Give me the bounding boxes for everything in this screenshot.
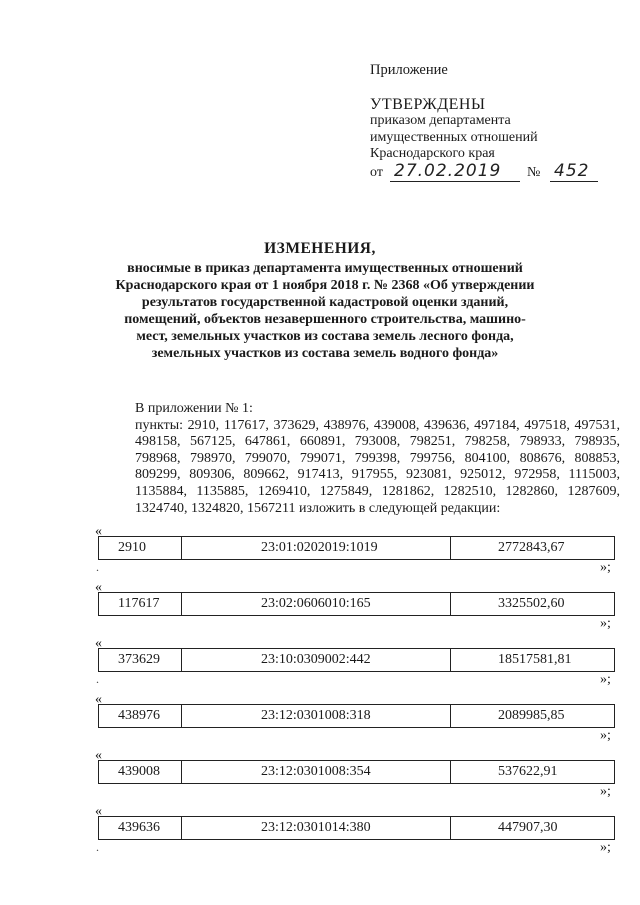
table-row (98, 760, 615, 784)
entry (0, 804, 640, 874)
open-quote: « (95, 524, 102, 539)
row-value: 447907,30 (498, 820, 558, 835)
appendix-label: Приложение (370, 62, 448, 78)
row-cadastral-number: 23:12:0301008:318 (182, 705, 451, 727)
row-value: 2772843,67 (498, 540, 565, 555)
points-paragraph: пункты: 2910, 117617, 373629, 438976, 439008, 439636, 497184, 497518, 497531, 498158, 567125, 647861, 660891, 793008, 798251, 798258, 798933, 798935, 798968, 798970, 799070, 799071, 799398, 799756, 804100, 808676, 808853, 809299, 809306, 809662, 917413, 917955, 923081, 925012, 972958, 1115003, 1135884, 1135885, 1269410, 1275849, 1281862, 1282510, 1282860, 1287609, 1324740, 1324820, 1567211 изложить в следующей редакции: (135, 417, 620, 516)
close-quote: »; (600, 728, 611, 743)
margin-mark: . (96, 840, 99, 854)
table-row (98, 536, 615, 560)
row-id: 373629 (99, 649, 182, 671)
table-row (98, 648, 615, 672)
row-id: 117617 (99, 593, 182, 615)
close-quote: »; (600, 784, 611, 799)
row-value: 2089985,85 (498, 708, 565, 723)
row-id: 439008 (99, 761, 182, 783)
row-cadastral-number: 23:01:0202019:1019 (182, 537, 451, 559)
open-quote: « (95, 636, 102, 651)
document-title: ИЗМЕНЕНИЯ, (264, 240, 376, 257)
open-quote: « (95, 748, 102, 763)
document-subtitle: вносимые в приказ департамента имущественных отношений Краснодарского края от 1 ноября 2018 г. № 2368 «Об утверждении результатов государственной кадастровой оценки зданий, помещений, объектов незавершенного строительства, машино-мест, земельных участков из состава земель лесного фонда, земельных участков из состава земель водного фонда» (115, 261, 535, 361)
row-value: 3325502,60 (498, 596, 565, 611)
row-cadastral-number: 23:12:0301008:354 (182, 761, 451, 783)
close-quote: »; (600, 840, 611, 855)
date-field (390, 161, 520, 182)
number-field (550, 161, 598, 182)
date-prefix: от (370, 165, 383, 180)
open-quote: « (95, 580, 102, 595)
open-quote: « (95, 804, 102, 819)
table-row (98, 816, 615, 840)
table-row (98, 592, 615, 616)
intro-line: В приложении № 1: (135, 401, 253, 416)
row-cadastral-number: 23:02:0606010:165 (182, 593, 451, 615)
row-id: 439636 (99, 817, 182, 839)
close-quote: »; (600, 560, 611, 575)
issuer-line: имущественных отношений (370, 129, 538, 145)
close-quote: »; (600, 672, 611, 687)
issuer-line: приказом департамента (370, 113, 511, 128)
row-cadastral-number: 23:10:0309002:442 (182, 649, 451, 671)
row-id: 438976 (99, 705, 182, 727)
row-value: 18517581,81 (498, 652, 572, 667)
table-row (98, 704, 615, 728)
handwritten-number: 452 (554, 161, 590, 181)
row-value: 537622,91 (498, 764, 558, 779)
body-text (97, 401, 620, 517)
approved-label: УТВЕРЖДЕНЫ (370, 96, 486, 113)
row-id: 2910 (99, 537, 182, 559)
issuer-line: Краснодарского края (370, 146, 495, 161)
margin-mark: . (96, 560, 99, 574)
issuer-block (370, 113, 538, 163)
handwritten-date: 27.02.2019 (394, 161, 502, 181)
number-prefix: № (527, 165, 541, 180)
row-cadastral-number: 23:12:0301014:380 (182, 817, 451, 839)
open-quote: « (95, 692, 102, 707)
close-quote: »; (600, 616, 611, 631)
margin-mark: . (96, 672, 99, 686)
